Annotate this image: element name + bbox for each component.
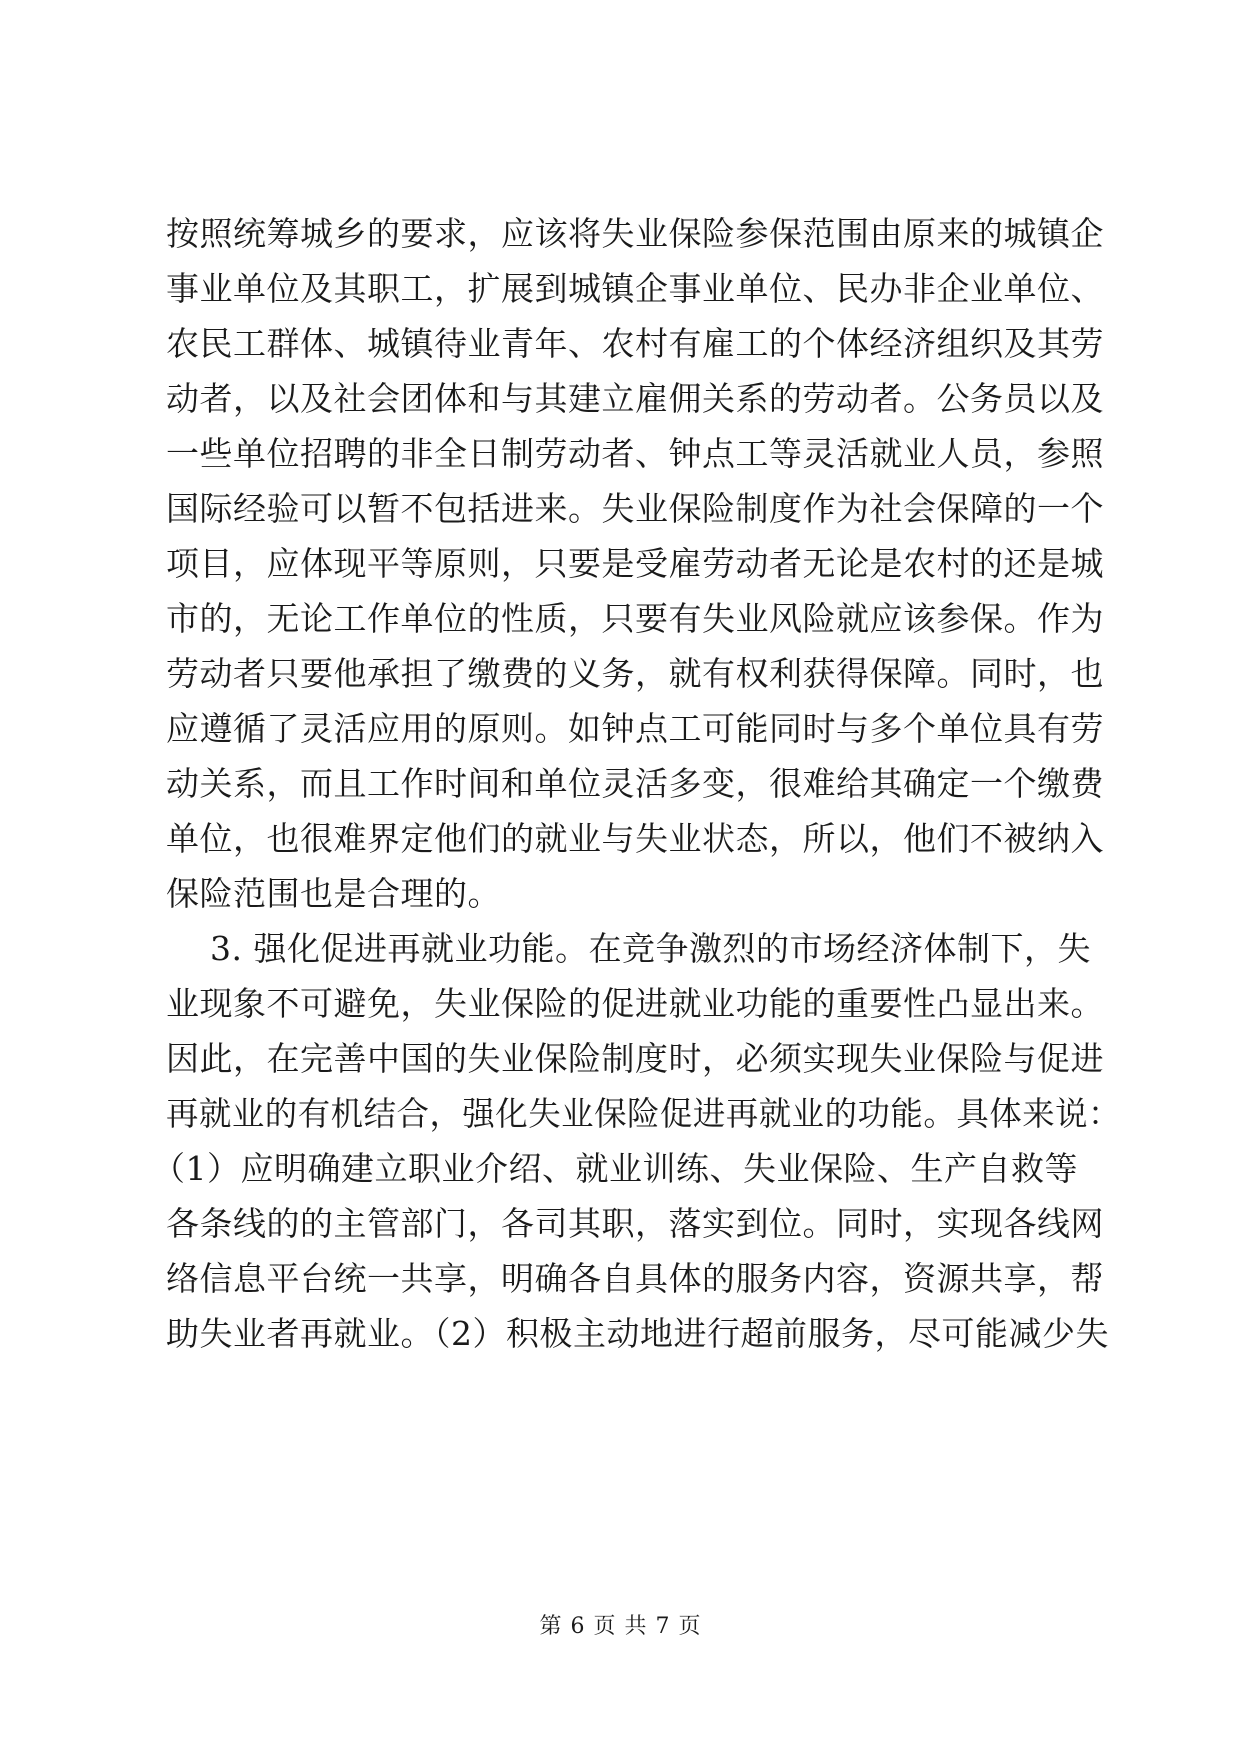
body-text-line: 按照统筹城乡的要求，应该将失业保险参保范围由原来的城镇企 <box>166 214 1104 253</box>
page-footer: 第 6 页 共 7 页 <box>539 1614 702 1639</box>
body-text-line: 再就业的有机结合，强化失业保险促进再就业的功能。具体来说： <box>166 1094 1121 1133</box>
section-heading-line: 3. 强化促进再就业功能。在竞争激烈的市场经济体制下，失 <box>210 929 1091 968</box>
body-text-line: 事业单位及其职工，扩展到城镇企事业单位、民办非企业单位、 <box>166 269 1104 308</box>
body-text-line: 业现象不可避免，失业保险的促进就业功能的重要性凸显出来。 <box>166 984 1104 1023</box>
body-text-line: 络信息平台统一共享，明确各自具体的服务内容，资源共享，帮 <box>166 1259 1104 1298</box>
body-text-line: （1）应明确建立职业介绍、就业训练、失业保险、生产自救等 <box>152 1149 1078 1188</box>
body-text-line: 助失业者再就业。（2）积极主动地进行超前服务，尽可能减少失 <box>166 1314 1109 1353</box>
body-text-line: 一些单位招聘的非全日制劳动者、钟点工等灵活就业人员，参照 <box>166 434 1104 473</box>
body-text-line: 国际经验可以暂不包括进来。失业保险制度作为社会保障的一个 <box>166 489 1104 528</box>
body-text-line: 农民工群体、城镇待业青年、农村有雇工的个体经济组织及其劳 <box>166 324 1104 363</box>
body-text-line: 动关系，而且工作时间和单位灵活多变，很难给其确定一个缴费 <box>166 764 1104 803</box>
body-text-line: 市的，无论工作单位的性质，只要有失业风险就应该参保。作为 <box>166 599 1104 638</box>
body-text-line: 项目，应体现平等原则，只要是受雇劳动者无论是农村的还是城 <box>166 544 1104 583</box>
body-text-line: 各条线的的主管部门，各司其职，落实到位。同时，实现各线网 <box>166 1204 1104 1243</box>
body-text-line: 应遵循了灵活应用的原则。如钟点工可能同时与多个单位具有劳 <box>166 709 1104 748</box>
body-text-line: 保险范围也是合理的。 <box>166 874 501 913</box>
body-text-line: 劳动者只要他承担了缴费的义务，就有权利获得保障。同时，也 <box>166 654 1104 693</box>
body-text-line: 动者，以及社会团体和与其建立雇佣关系的劳动者。公务员以及 <box>166 379 1104 418</box>
body-text-line: 单位，也很难界定他们的就业与失业状态，所以，他们不被纳入 <box>166 819 1104 858</box>
body-text-line: 因此，在完善中国的失业保险制度时，必须实现失业保险与促进 <box>166 1039 1104 1078</box>
